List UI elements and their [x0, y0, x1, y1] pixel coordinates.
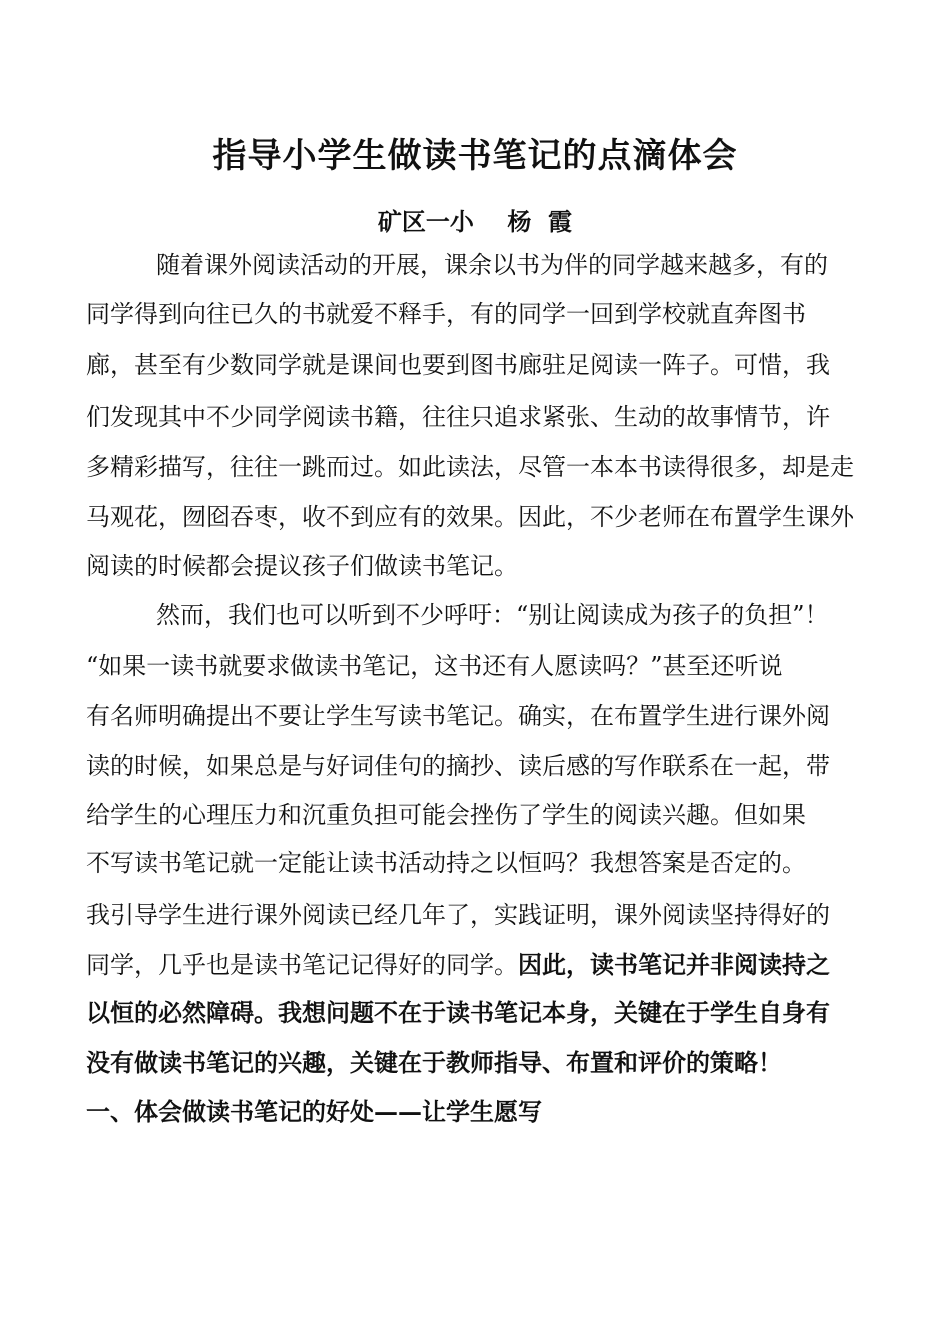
section-heading: 一、体会做读书笔记的好处——让学生愿写 [86, 1097, 542, 1126]
paragraph-line: 读的时候，如果总是与好词佳句的摘抄、读后感的写作联系在一起，带 [86, 752, 830, 780]
paragraph-line: 们发现其中不少同学阅读书籍，往往只追求紧张、生动的故事情节，许 [86, 403, 830, 431]
paragraph-line: 我引导学生进行课外阅读已经几年了，实践证明，课外阅读坚持得好的 [86, 901, 830, 929]
paragraph-line: 阅读的时候都会提议孩子们做读书笔记。 [86, 552, 518, 580]
bold-text-segment: 因此，读书笔记并非阅读持之 [518, 950, 830, 979]
paragraph-line: 有名师明确提出不要让学生写读书笔记。确实，在布置学生进行课外阅 [86, 702, 830, 730]
document-title: 指导小学生做读书笔记的点滴体会 [212, 136, 738, 176]
paragraph-line-mixed [86, 950, 866, 980]
paragraph-line: 随着课外阅读活动的开展，课余以书为伴的同学越来越多，有的 [156, 251, 828, 279]
paragraph-line: 同学得到向往已久的书就爱不释手，有的同学一回到学校就直奔图书 [86, 300, 806, 328]
author-line: 矿区一小 杨 霞 [377, 207, 573, 236]
paragraph-line: 不写读书笔记就一定能让读书活动持之以恒吗？我想答案是否定的。 [86, 849, 806, 877]
bold-paragraph-line: 以恒的必然障碍。我想问题不在于读书笔记本身，关键在于学生自身有 [86, 998, 830, 1027]
paragraph-line: 多精彩描写，往往一跳而过。如此读法，尽管一本本书读得很多，却是走 [86, 453, 854, 481]
normal-text-segment: 同学，几乎也是读书笔记记得好的同学。 [86, 951, 518, 979]
paragraph-line: 马观花，囫囵吞枣，收不到应有的效果。因此，不少老师在布置学生课外 [86, 503, 854, 531]
paragraph-line: 然而，我们也可以听到不少呼吁：“别让阅读成为孩子的负担”！ [156, 601, 829, 629]
bold-paragraph-line: 没有做读书笔记的兴趣，关键在于教师指导、布置和评价的策略！ [86, 1048, 782, 1077]
paragraph-line: 给学生的心理压力和沉重负担可能会挫伤了学生的阅读兴趣。但如果 [86, 801, 806, 829]
paragraph-line: “如果一读书就要求做读书笔记，这书还有人愿读吗？”甚至还听说 [86, 652, 783, 680]
paragraph-line: 廊，甚至有少数同学就是课间也要到图书廊驻足阅读一阵子。可惜，我 [86, 351, 830, 379]
